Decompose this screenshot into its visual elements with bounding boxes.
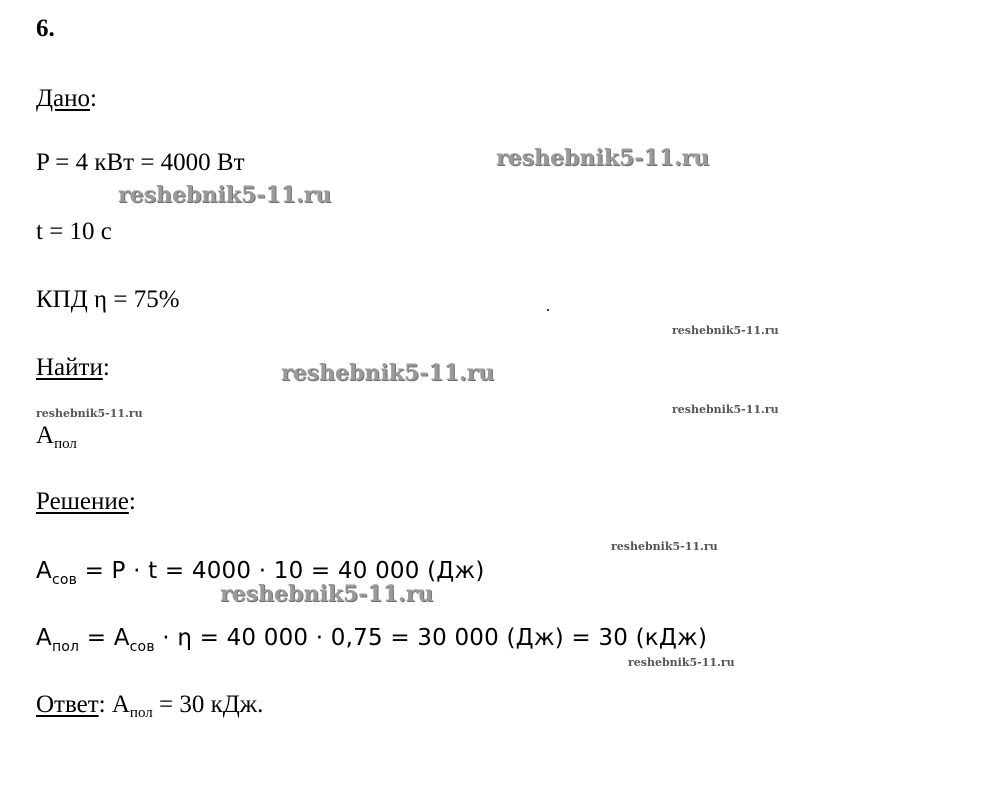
given-efficiency: КПД η = 75% (36, 286, 180, 313)
watermark: reshebnik5-11.ru (672, 403, 779, 416)
watermark: reshebnik5-11.ru (281, 360, 495, 386)
equation-2 (36, 623, 707, 653)
given-time: t = 10 с (36, 218, 112, 245)
find-quantity (36, 421, 77, 451)
answer-heading: Ответ (36, 691, 99, 718)
solution-heading-line (36, 487, 136, 517)
find-colon: : (102, 354, 110, 381)
answer-line (36, 690, 263, 720)
find-quantity-symbol: A (36, 422, 55, 449)
answer-prefix: : A (98, 691, 130, 718)
given-power: P = 4 кВт = 4000 Вт (36, 149, 245, 176)
eq2-lhs-subscript: пол (51, 639, 80, 655)
stray-dot (547, 309, 549, 311)
watermark: reshebnik5-11.ru (118, 182, 332, 208)
eq2-mid: = A (79, 625, 130, 651)
solution-colon: : (128, 488, 136, 515)
watermark: reshebnik5-11.ru (672, 324, 779, 337)
task-number: 6. (36, 15, 55, 42)
watermark: reshebnik5-11.ru (611, 540, 718, 553)
answer-subscript: пол (129, 705, 153, 721)
eq2-lhs: A (36, 625, 52, 651)
watermark: reshebnik5-11.ru (36, 407, 143, 420)
eq1-lhs: A (36, 558, 52, 584)
find-heading: Найти (36, 354, 103, 381)
find-heading-line (36, 353, 110, 383)
watermark: reshebnik5-11.ru (220, 581, 434, 607)
eq2-rhs: · η = 40 000 · 0,75 = 30 000 (Дж) = 30 (кДж) (154, 625, 708, 651)
given-heading: Дано (36, 85, 91, 112)
given-heading-line (36, 84, 97, 114)
answer-rest: = 30 кДж. (152, 691, 264, 718)
watermark: reshebnik5-11.ru (628, 656, 735, 669)
solution-heading: Решение (36, 488, 129, 515)
eq2-mid-subscript: сов (129, 639, 155, 655)
find-quantity-subscript: пол (54, 436, 77, 452)
eq1-rhs: = P · t = 4000 · 10 = 40 000 (Дж) (77, 558, 485, 584)
given-colon: : (90, 85, 97, 112)
watermark: reshebnik5-11.ru (496, 145, 710, 171)
eq1-lhs-subscript: сов (51, 572, 78, 588)
